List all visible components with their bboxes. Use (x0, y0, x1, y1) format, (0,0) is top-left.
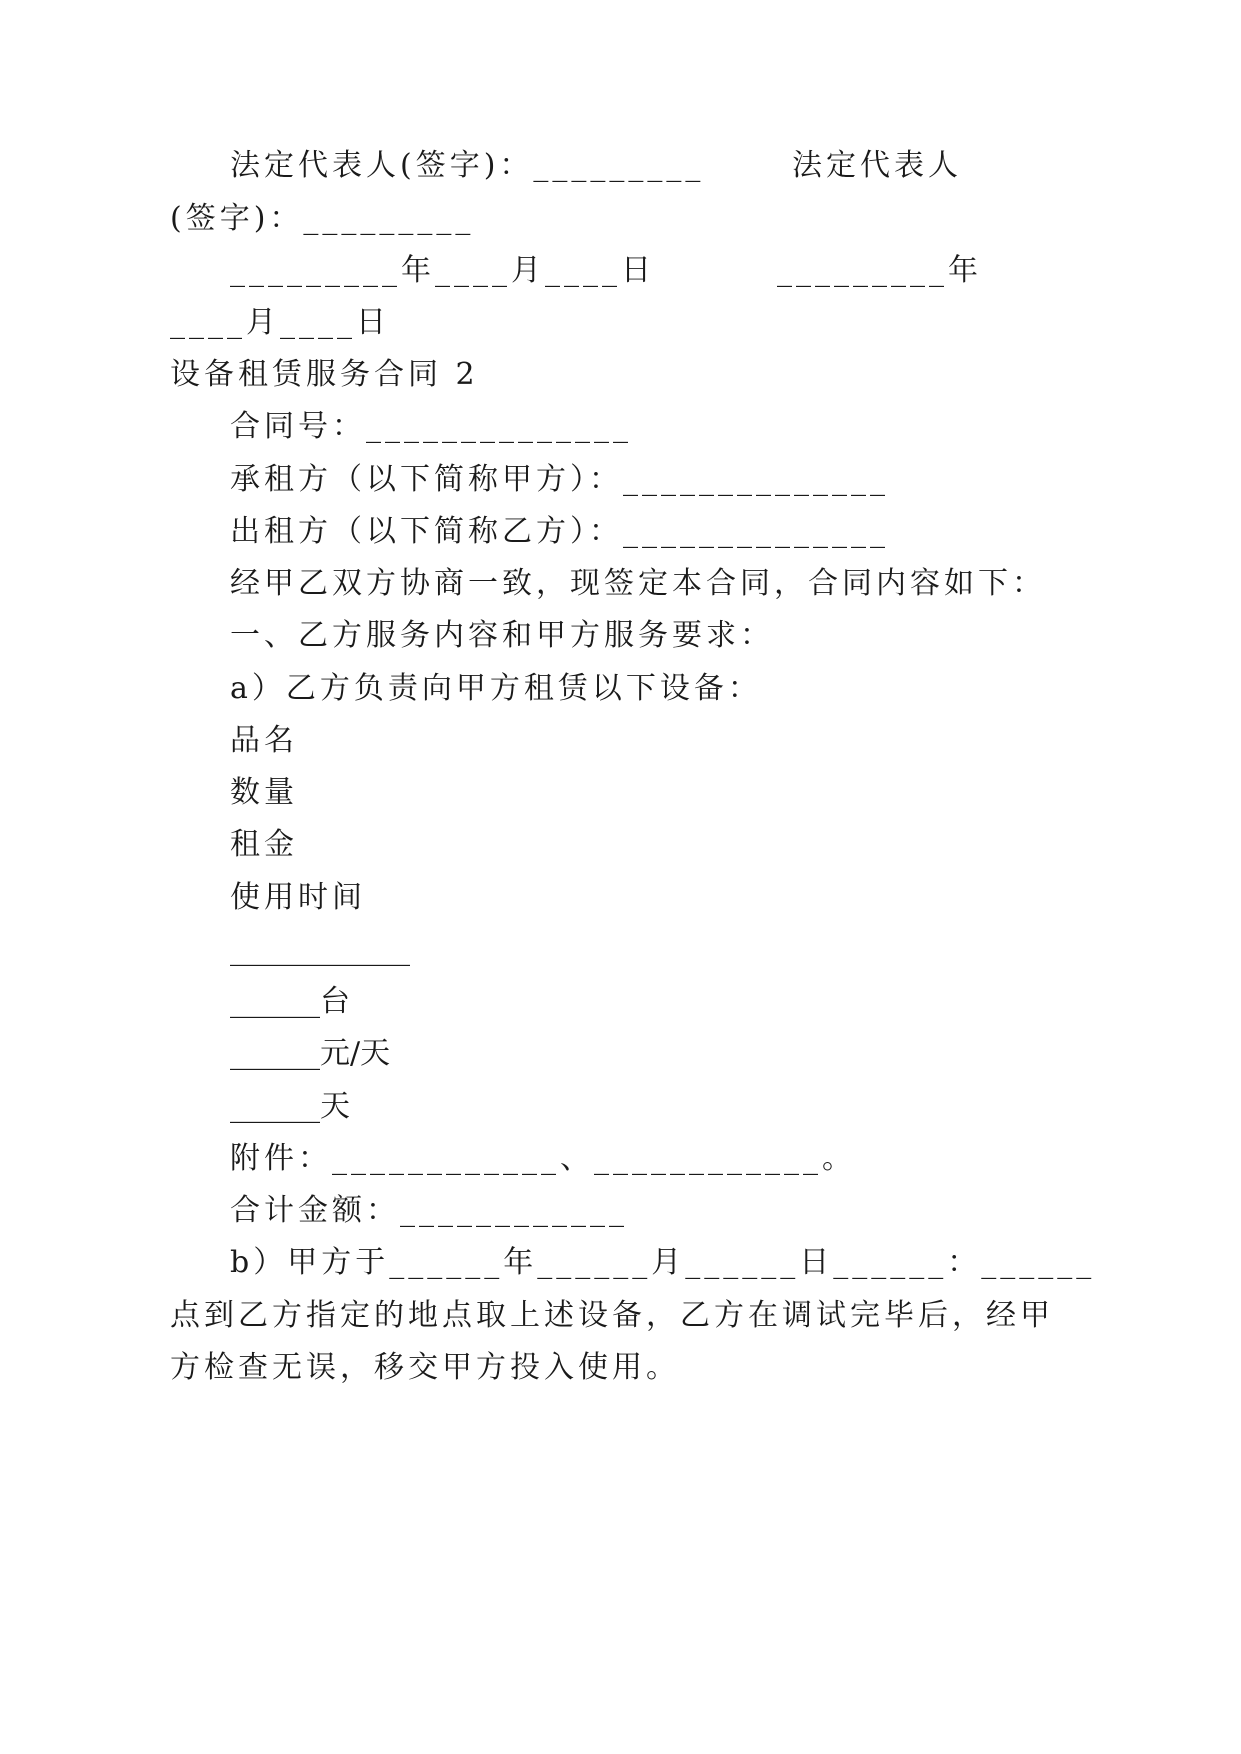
intro-paragraph: 经甲乙双方协商一致，现签定本合同，合同内容如下： (230, 566, 1046, 601)
value-duration: ______天 (230, 1089, 350, 1124)
item-b-line-1: b）甲方于______年______月______日______：______ (230, 1245, 1096, 1280)
contract-title: 设备租赁服务合同 2 (170, 357, 479, 392)
lessor-line: 出租方（以下简称乙方）：______________ (230, 514, 889, 549)
item-b-line-2: 点到乙方指定的地点取上述设备，乙方在调试完毕后，经甲 (170, 1298, 1054, 1333)
value-name-blank: ____________ (230, 932, 410, 967)
contract-number: 合同号：______________ (230, 409, 632, 444)
column-label-duration: 使用时间 (230, 880, 366, 915)
signature-line-continued: (签字)：_________ (170, 201, 475, 236)
column-label-rent: 租金 (230, 827, 298, 862)
lessee-line: 承租方（以下简称甲方）：______________ (230, 462, 889, 497)
attachment-line: 附件：____________、____________。 (230, 1141, 856, 1176)
value-rent: ______元/天 (230, 1036, 391, 1071)
signature-line-left: 法定代表人(签字)：_________ (230, 148, 705, 183)
date-line-left: _________年____月____日 (230, 253, 655, 288)
total-amount-line: 合计金额：____________ (230, 1193, 628, 1228)
value-quantity: ______台 (230, 984, 350, 1019)
section-heading: 一、乙方服务内容和甲方服务要求： (230, 618, 774, 653)
column-label-quantity: 数量 (230, 775, 298, 810)
item-a: a）乙方负责向甲方租赁以下设备： (230, 671, 762, 706)
signature-line-right: 法定代表人 (792, 148, 962, 183)
date-line-right: _________年 (777, 253, 982, 288)
date-line-continued: ____月____日 (170, 305, 390, 340)
column-label-name: 品名 (230, 723, 298, 758)
item-b-line-3: 方检查无误，移交甲方投入使用。 (170, 1350, 680, 1385)
